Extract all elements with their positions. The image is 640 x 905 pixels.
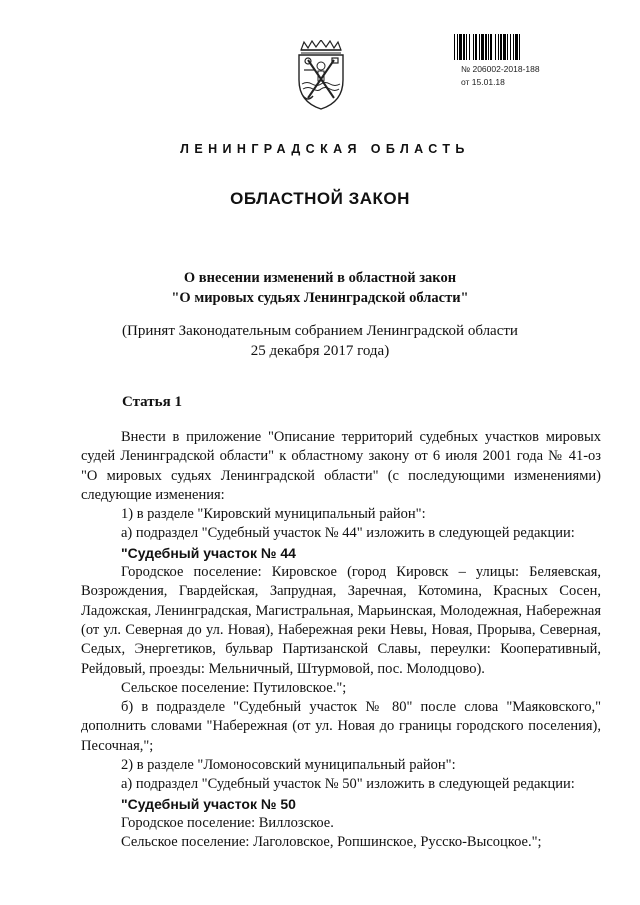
law-title-line-1: О внесении изменений в областной закон (183, 270, 457, 286)
article-body (81, 428, 601, 853)
region-heading: ЛЕНИНГРАДСКАЯ ОБЛАСТЬ (180, 142, 470, 156)
law-title (0, 268, 640, 308)
paragraph-urban-kirovskoe: Городское поселение: Кировское (город Кировск – улицы: Беляевская, Возрождения, Гвардейская, Запрудная, Заречная, Котомина, Красных Сосен, Ладожская, Ленинградская, Магистральная, Марьинская, Молодежная, Набережная (от ул. Северная до ул. Новая), Набережная реки Невы, Новая, Прорыва, Северная, Седых, Энергетиков, бульвар Партизанской Славы, переулки: Кооперативный, Рейдовый, проезды: Мельничный, Штурмовой, пос. Молодцово). (81, 564, 601, 677)
adoption-note-line-1: (Принят Законодательным собранием Ленинградской области (122, 323, 518, 339)
paragraph-lomonosovsky-section: 2) в разделе "Ломоносовский муниципальный район": (121, 757, 456, 774)
paragraph-urban-villozskoe: Городское поселение: Виллозское. (121, 814, 334, 831)
registration-date: от 15.01.18 (461, 77, 505, 87)
subheading-court-50: "Судебный участок № 50 (121, 795, 296, 812)
adoption-note (0, 321, 640, 361)
coat-of-arms-emblem (294, 40, 348, 110)
article-heading: Статья 1 (122, 394, 182, 410)
registration-number: № 206002-2018-188 (461, 64, 540, 74)
subheading-court-44: "Судебный участок № 44 (121, 544, 296, 561)
paragraph-rural-putilovskoe: Сельское поселение: Путиловское."; (121, 679, 347, 696)
paragraph-intro: Внести в приложение "Описание территорий судебных участков мировых судей Ленинградской области" к областному закону от 6 июля 2001 года № 41-оз "О мировых судьях Ленинградской области" (с последующими изменениями) следующие изменения: (81, 429, 601, 503)
paragraph-subsection-44: а) подраздел "Судебный участок № 44" изложить в следующей редакции: (121, 525, 575, 542)
law-type-heading: ОБЛАСТНОЙ ЗАКОН (230, 189, 410, 208)
registration-barcode (454, 34, 554, 60)
adoption-note-line-2: 25 декабря 2017 года) (250, 343, 390, 359)
paragraph-rural-lagolovskoe: Сельское поселение: Лаголовское, Ропшинское, Русско-Высоцкое."; (121, 834, 542, 851)
paragraph-subsection-50: а) подраздел "Судебный участок № 50" изложить в следующей редакции: (121, 776, 575, 793)
paragraph-subsection-80: б) в подразделе "Судебный участок № 80" после слова "Маяковского," дополнить словами "Набережная (от ул. Новая до границы городского поселения), Песочная,"; (81, 699, 601, 754)
paragraph-kirovsky-section: 1) в разделе "Кировский муниципальный район": (121, 506, 426, 523)
law-title-line-2: "О мировых судьях Ленинградской области" (171, 290, 469, 306)
